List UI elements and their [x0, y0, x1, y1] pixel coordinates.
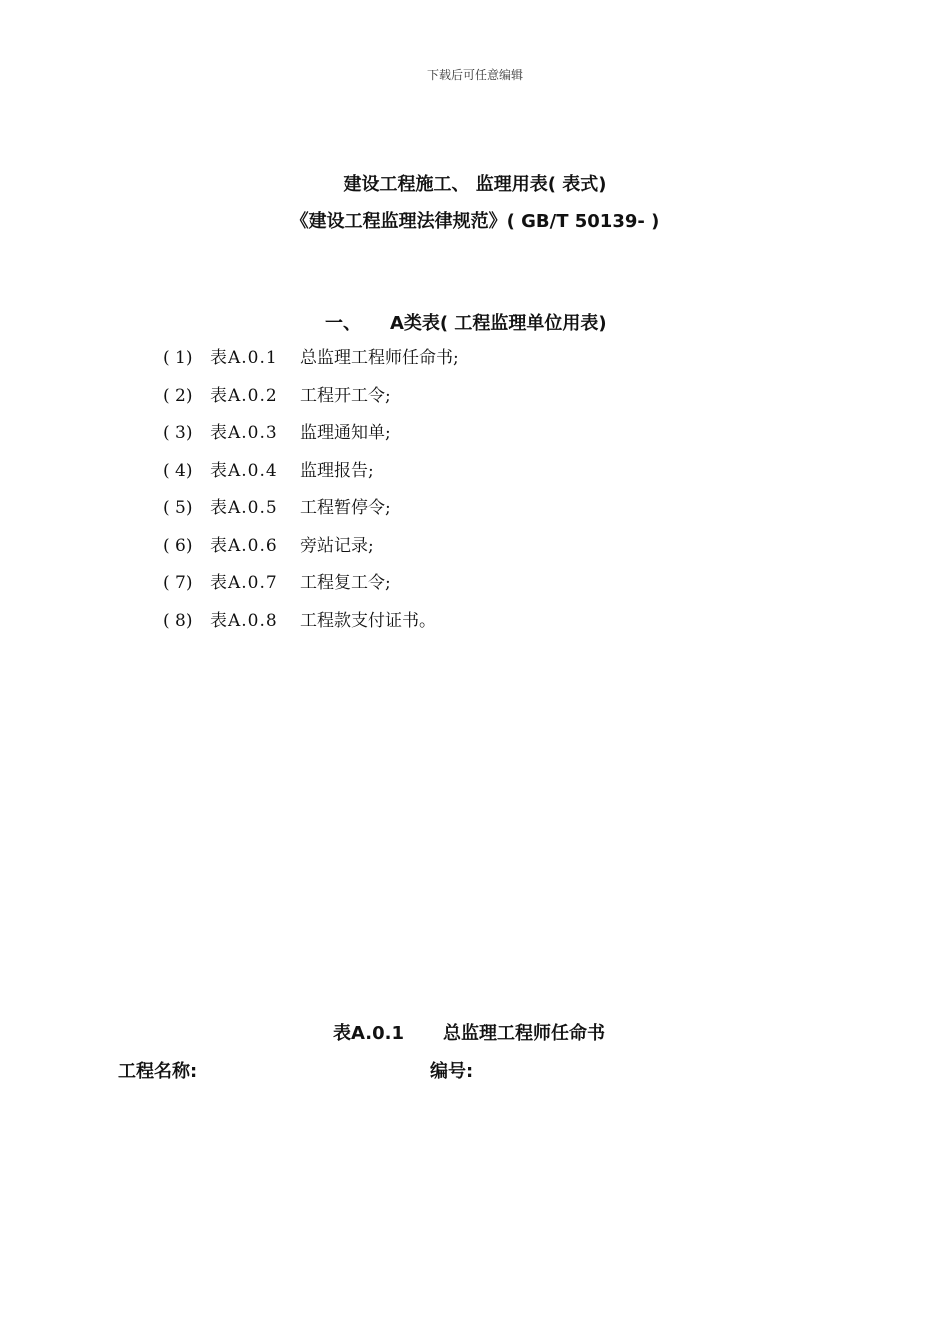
list-item — [163, 458, 459, 496]
item-index: ( 3) — [163, 423, 193, 443]
list-item — [163, 345, 459, 383]
section-heading — [325, 309, 607, 335]
item-index: ( 6) — [163, 535, 193, 556]
item-name: 工程开工令; — [300, 385, 391, 406]
item-index: ( 1) — [163, 348, 193, 368]
document-subtitle: 《建设工程监理法律规范》( GB/T 50139- ) — [290, 211, 660, 232]
list-item — [163, 420, 459, 458]
item-code: 表A.0.2 — [210, 385, 278, 406]
item-index: ( 7) — [163, 573, 193, 593]
item-code: 表A.0.8 — [210, 610, 278, 631]
document-title: 建设工程施工、 监理用表( 表式) — [343, 174, 607, 195]
item-code: 表A.0.1 — [210, 348, 278, 368]
item-code: 表A.0.5 — [210, 498, 278, 518]
item-name: 旁站记录; — [300, 535, 374, 556]
item-code: 表A.0.6 — [210, 535, 278, 556]
section-number: 一、 — [325, 313, 361, 334]
section-label: A类表( 工程监理单位用表) — [390, 313, 607, 334]
header-note: 下载后可任意编辑 — [426, 68, 523, 82]
item-index: ( 4) — [163, 460, 193, 481]
item-name: 监理通知单; — [300, 423, 391, 443]
number-label: 编号: — [430, 1061, 474, 1082]
item-name: 总监理工程师任命书; — [300, 348, 459, 368]
item-code: 表A.0.3 — [210, 423, 278, 443]
item-index: ( 2) — [163, 385, 193, 406]
item-name: 工程暂停令; — [300, 498, 391, 518]
item-name: 工程款支付证书。 — [300, 610, 436, 631]
item-name: 监理报告; — [300, 460, 374, 481]
item-code: 表A.0.4 — [210, 460, 278, 481]
item-code: 表A.0.7 — [210, 573, 278, 593]
item-name: 工程复工令; — [300, 573, 391, 593]
item-index: ( 8) — [163, 610, 193, 631]
form-title — [333, 1019, 605, 1045]
form-code: 表A.0.1 — [333, 1023, 404, 1044]
list-item — [163, 383, 459, 421]
form-name: 总监理工程师任命书 — [443, 1023, 605, 1044]
list-item — [163, 570, 459, 608]
project-name-label: 工程名称: — [118, 1061, 198, 1082]
item-index: ( 5) — [163, 498, 193, 518]
list-item — [163, 533, 459, 571]
list-item — [163, 608, 459, 646]
list-item — [163, 495, 459, 533]
form-list — [163, 345, 459, 645]
